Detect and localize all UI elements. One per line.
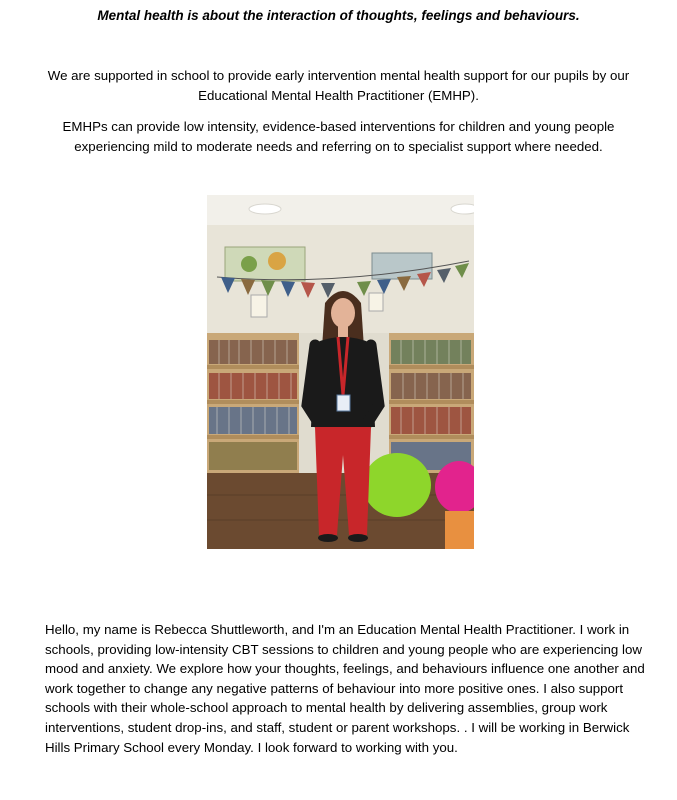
practitioner-photo	[207, 195, 474, 549]
emhp-paragraph: EMHPs can provide low intensity, evidence-based interventions for children and young people experiencing mild to moderate needs and referring on to specialist support where needed.	[62, 119, 615, 154]
bio-paragraph: Hello, my name is Rebecca Shuttleworth, and I'm an Education Mental Health Practitioner. I work in schools, providing low-intensity CBT sessions to children and young people who are experiencing low mood and anxiety. We explore how your thoughts, feelings, and behaviours influence one another and work together to change any negative patterns of behaviour into more positive ones. I also support schools with their whole-school approach to mental health by delivering assemblies, group work interventions, student drop-ins, and staff, student or parent workshops. . I will be working in Berwick Hills Primary School every Monday. I look forward to working with you.	[45, 622, 645, 755]
ceiling	[207, 195, 474, 225]
ceiling-light	[249, 204, 281, 214]
ceiling-light	[451, 204, 474, 214]
practitioner-photo-illustration	[207, 195, 474, 549]
beanbag-green	[363, 453, 431, 517]
chair-orange	[445, 511, 474, 549]
id-badge	[337, 395, 350, 411]
wall-poster	[225, 247, 305, 281]
page-heading: Mental health is about the interaction of thoughts, feelings and behaviours.	[97, 8, 580, 23]
face	[331, 298, 355, 328]
intro-paragraph: We are supported in school to provide early intervention mental health support for our pupils by our Educational Mental Health Practitioner (EMHP).	[47, 68, 630, 103]
